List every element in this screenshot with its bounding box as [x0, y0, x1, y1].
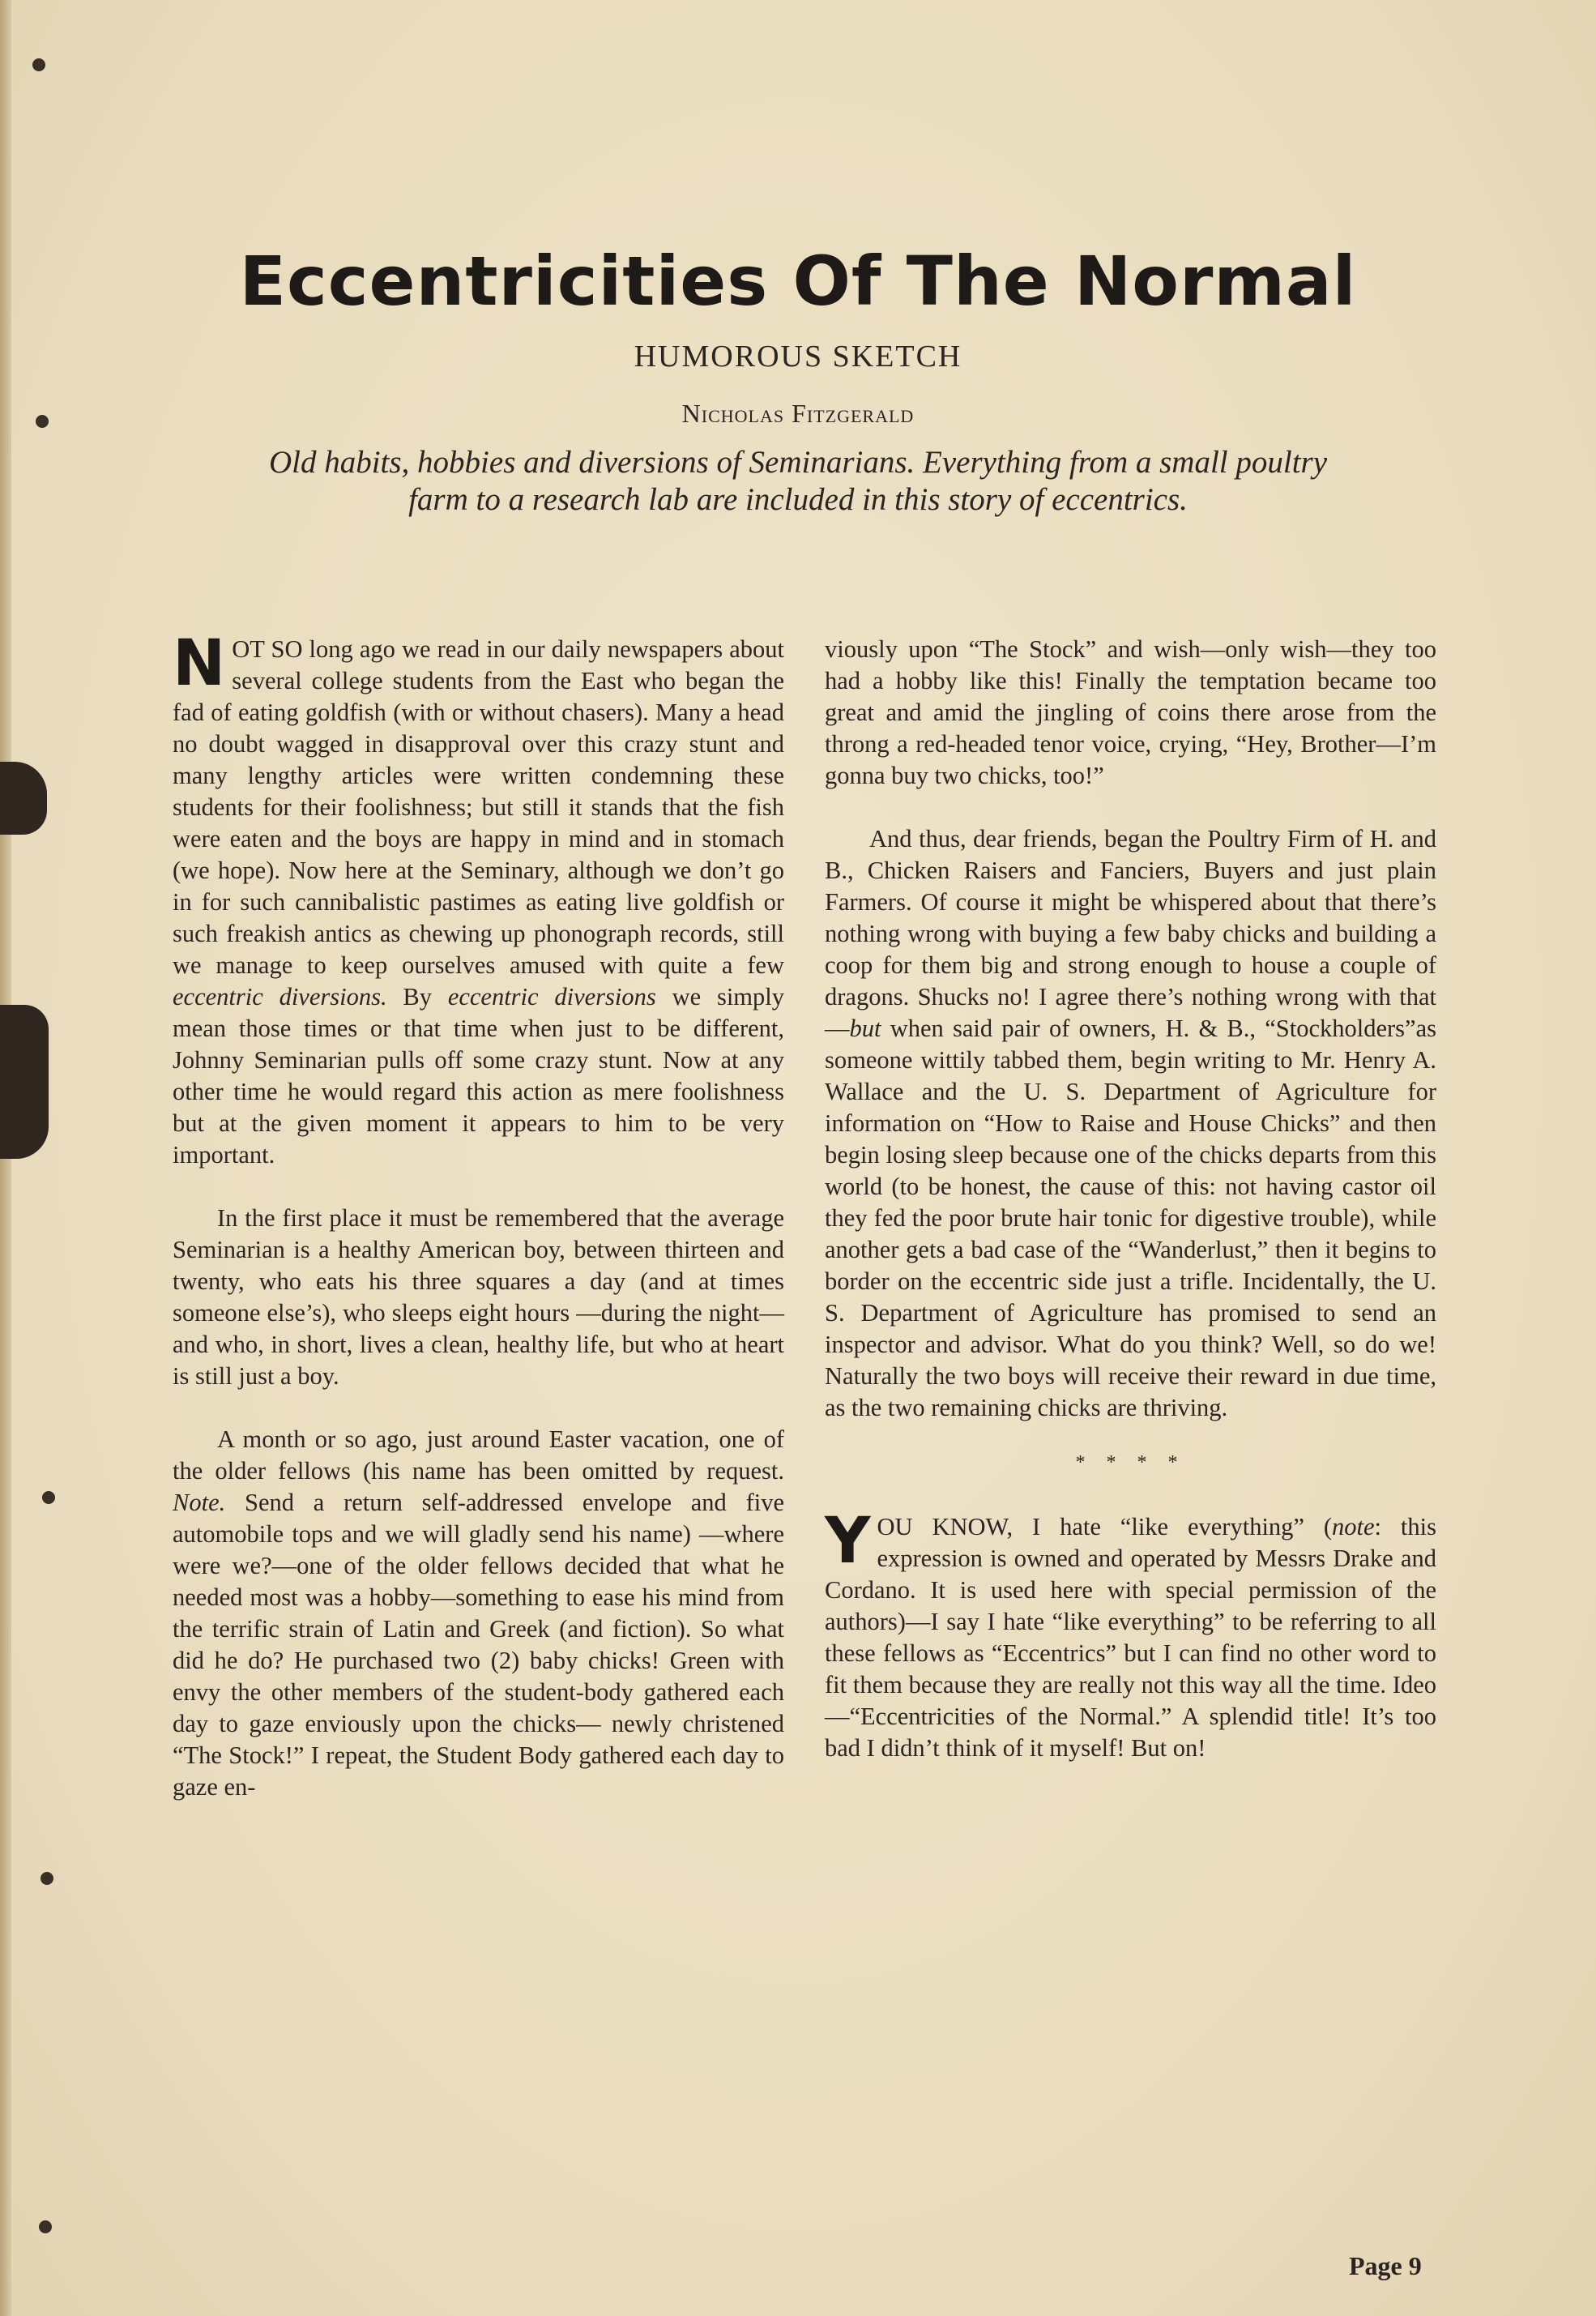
paragraph-poultry-firm: [825, 823, 1436, 1424]
left-column: [173, 627, 785, 1835]
paragraph-seminarian: In the first place it must be remembered that the average Seminarian is a healthy American boy, between thirteen and twenty, who eats his three squares a day (and at times someone else’s), who sleeps eight hours —during the night—and who, in short, lives a clean, healthy life, but who at heart is still just a boy.: [173, 1204, 784, 1390]
section-separator: * * * *: [1075, 1452, 1186, 1473]
emphasis-text: eccentric diversions.: [173, 983, 387, 1011]
right-column: [825, 634, 1436, 1796]
paragraph-continued: viously upon “The Stock” and wish—only wish—they too had a hobby like this! Finally the temptation became too great and amid the jingling of coins there arose from the throng a red-headed tenor voice, crying, “Hey, Brother—I’m gonna buy two chicks, too!”: [825, 635, 1436, 789]
paragraph-text: And thus, dear friends, began the Poultry Firm of H. and B., Chicken Raisers and Fanciers, Buyers and just plain Farmers. Of course it might be whispered about that there’s nothing wrong with buying a few baby chicks and building a coop for them big and strong enough to house a couple of dragons. Shucks no! I agree there’s nothing wrong with that—: [825, 825, 1436, 1042]
binding-hole: [32, 58, 45, 71]
paragraph-text: A month or so ago, just around Easter vacation, one of the older fellows (his name has been omitted by request.: [173, 1425, 784, 1485]
page-tear: [0, 1005, 49, 1159]
paragraph-text: OU KNOW, I hate “like everything” (: [877, 1513, 1333, 1540]
binding-hole: [42, 1491, 55, 1504]
emphasis-text: Note.: [173, 1489, 226, 1516]
article-kicker: HUMOROUS SKETCH: [634, 340, 962, 374]
article-deck: Old habits, hobbies and diversions of Seminarians. Everything from a small poultry farm to a research lab are included in this story of eccentrics.: [268, 445, 1328, 517]
paragraph-text: By: [386, 983, 448, 1011]
paragraph-text: Send a return self-addressed envelope and five automobile tops and we will gladly send his name) —where were we?—one of the older fellows decided that what he needed most was a hobby—something to ease his mind from the terrific strain of Latin and Greek (and fiction). So what did he do? He purchased two (2) baby chicks! Green with envy the other members of the student-body gathered each day to gaze enviously upon the chicks— newly christened “The Stock!” I repeat, the Student Body gathered each day to gaze en-: [173, 1489, 784, 1801]
emphasis-text: but: [849, 1015, 881, 1042]
paragraph-text: when said pair of owners, H. & B., “Stockholders”as someone wittily tabbed them, begin writing to Mr. Henry A. Wallace and the U. S. Department of Agriculture for information on “How to Raise and House Chicks” and then begin losing sleep because one of the chicks departs from this world (to be honest, the cause of this: not having castor oil they fed the poor brute hair tonic for digestive trouble), while another gets a bad case of the “Wanderlust,” then it begins to border on the eccentric side just a trifle. Incidentally, the U. S. Department of Agriculture has promised to send an inspector and advisor. What do you think? Well, so do we! Naturally the two boys will receive their reward in due time, as the two remaining chicks are thriving.: [825, 1015, 1436, 1421]
paragraph-text: OT SO long ago we read in our daily newspapers about several college students from the East who began the fad of eating goldfish (with or without chasers). Many a head no doubt wagged in disapproval over this crazy stunt and many lengthy articles were written condemning these students for their foolishness; but still it stands that the fish were eaten and the boys are happy in mind and in stomach (we hope). Now here at the Seminary, although we don’t go in for such cannibalistic pastimes as eating live goldfish or such freakish antics as chewing up phonograph records, still we manage to keep ourselves amused with quite a few: [173, 635, 784, 979]
article-title: Eccentricities Of The Normal: [239, 241, 1357, 321]
paragraph-text: : this expression is owned and operated by Messrs Drake and Cordano. It is used here with special permission of the authors)—I say I hate “like everything” to be referring to all these fellows as “Eccentrics” but I can find no other word to fit them because they are really not this way all the time. Ideo—“Eccentricities of the Normal.” A splendid title! It’s too bad I didn’t think of it myself! But on!: [825, 1513, 1436, 1762]
page-number: Page 9: [1349, 2251, 1422, 2280]
drop-cap: N: [173, 627, 226, 700]
emphasis-text: note: [1332, 1513, 1375, 1540]
paragraph-eccentrics: [825, 1505, 1436, 1764]
drop-cap: Y: [825, 1505, 871, 1578]
emphasis-text: eccentric diversions: [447, 983, 656, 1011]
binding-hole: [41, 1872, 53, 1885]
article-byline: Nicholas Fitzgerald: [681, 399, 915, 428]
paragraph-text: we simply mean those times or that time when just to be different, Johnny Seminarian pulls off some crazy stunt. Now at any other time he would regard this action as mere foolishness but at the given moment it appears to him to be very important.: [173, 983, 785, 1169]
binding-hole: [39, 2220, 52, 2233]
page-tear: [0, 762, 47, 835]
paragraph-intro: [173, 627, 785, 1171]
paragraph-chicks: [173, 1424, 784, 1803]
